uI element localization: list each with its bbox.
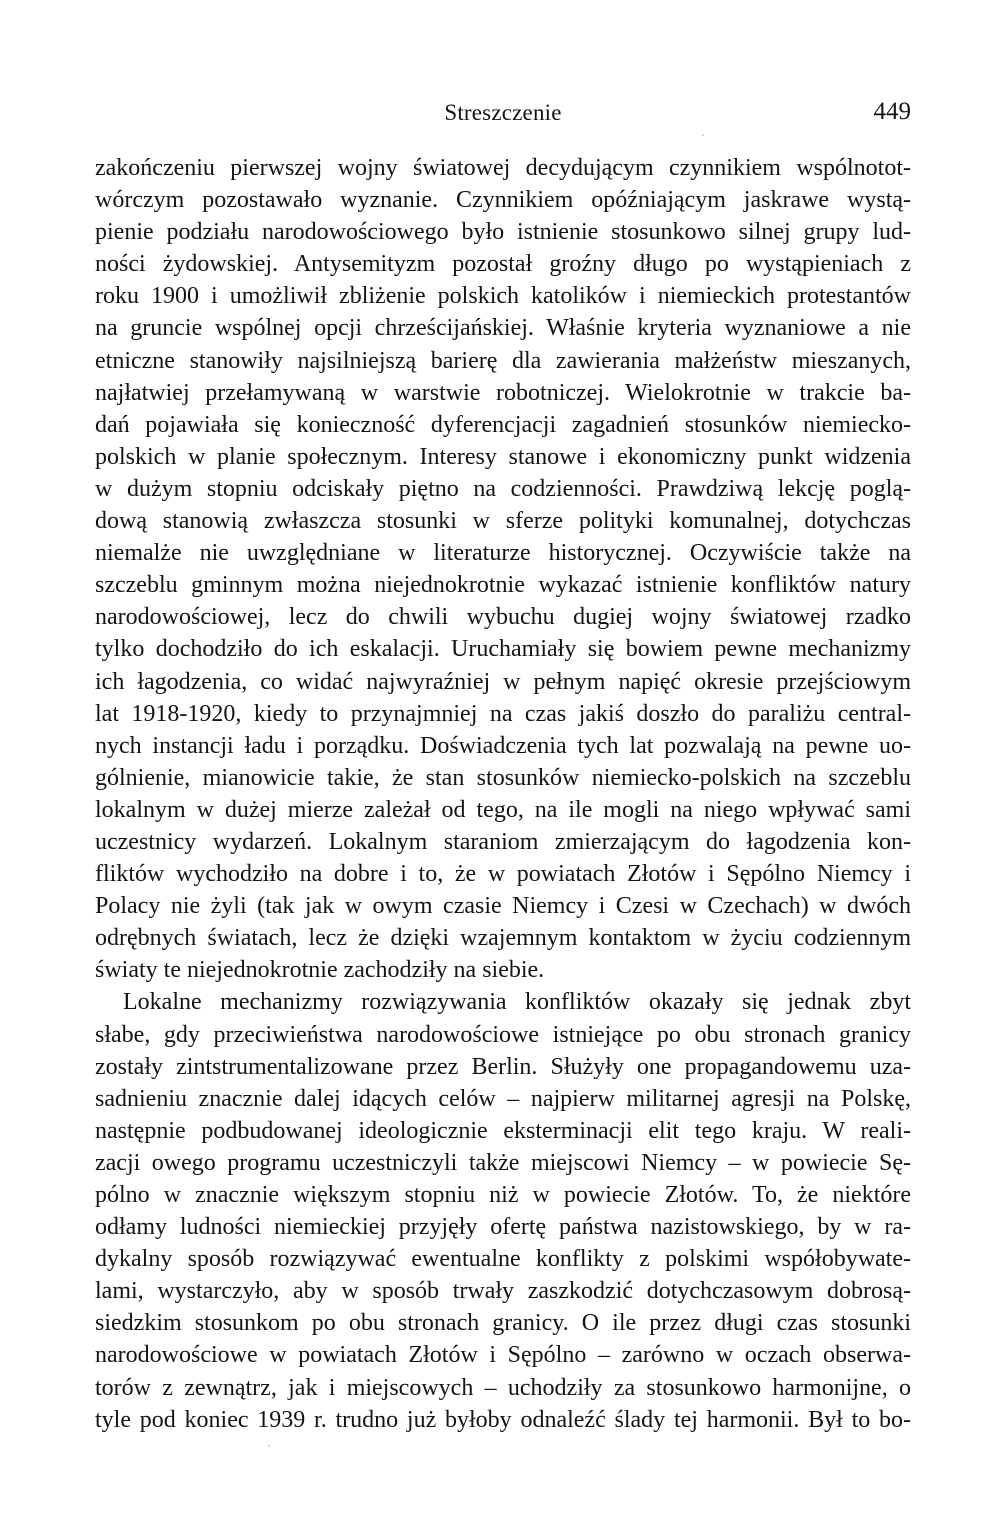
text-line: najłatwiej przełamywaną w warstwie robotniczej. Wielokrotnie w trakcie ba- xyxy=(95,379,911,406)
text-line: lat 1918-1920, kiedy to przynajmniej na czas jakiś doszło do paraliżu central- xyxy=(95,700,911,727)
page-number: 449 xyxy=(873,98,911,125)
text-line: w dużym stopniu odciskały piętno na codzienności. Prawdziwą lekcję poglą- xyxy=(95,475,911,502)
text-line: odrębnych światach, lecz że dzięki wzajemnym kontaktom w życiu codziennym xyxy=(95,925,911,952)
text-line: zakończeniu pierwszej wojny światowej decydującym czynnikiem wspólnotot- xyxy=(95,155,911,181)
text-line: dykalny sposób rozwiązywać ewentualne konflikty z polskimi współobywate- xyxy=(95,1246,911,1273)
text-line: następnie podbudowanej ideologicznie eksterminacji elit tego kraju. W reali- xyxy=(95,1117,911,1144)
text-line: zacji owego programu uczestniczyli także miejscowi Niemcy – w powiecie Sę- xyxy=(95,1149,911,1176)
text-line: wórczym pozostawało wyznanie. Czynnikiem opóźniającym jaskrawe wystą- xyxy=(95,187,911,214)
text-line: siedzkim stosunkom po obu stronach granicy. O ile przez długi czas stosunki xyxy=(95,1310,911,1337)
paragraph xyxy=(95,152,911,986)
text-line: słabe, gdy przeciwieństwa narodowościowe istniejące po obu stronach granicy xyxy=(95,1021,911,1048)
text-line: na gruncie wspólnej opcji chrześcijańskiej. Właśnie kryteria wyznaniowe a nie xyxy=(95,315,911,342)
text-line: lami, wystarczyło, aby w sposób trwały zaszkodzić dotychczasowym dobrosą- xyxy=(95,1278,911,1305)
text-line: roku 1900 i umożliwił zbliżenie polskich katolików i niemieckich protestantów xyxy=(95,283,911,310)
text-line: światy te niejednokrotnie zachodziły na siebie. xyxy=(95,957,545,984)
text-line: ich łagodzenia, co widać najwyraźniej w pełnym napięć okresie przejściowym xyxy=(95,668,911,695)
text-line: dań pojawiała się konieczność dyferencjacji zagadnień stosunków niemiecko- xyxy=(95,411,911,438)
text-line: etniczne stanowiły najsilniejszą barierę dla zawierania małżeństw mieszanych, xyxy=(95,347,911,374)
text-line: pienie podziału narodowościowego było istnienie stosunkowo silnej grupy lud- xyxy=(95,219,911,246)
text-line: pólno w znacznie większym stopniu niż w powiecie Złotów. To, że niektóre xyxy=(95,1182,911,1208)
text-line: dową stanowią zwłaszcza stosunki w sferze polityki komunalnej, dotychczas xyxy=(95,508,911,535)
scan-speck xyxy=(702,134,704,136)
text-line: niemalże nie uwzględniane w literaturze historycznej. Oczywiście także na xyxy=(95,540,911,567)
text-line: zostały zintstrumentalizowane przez Berlin. Służyły one propagandowemu uza- xyxy=(95,1053,911,1080)
text-line: ności żydowskiej. Antysemityzm pozostał groźny długo po wystąpieniach z xyxy=(95,251,911,278)
text-line: Lokalne mechanizmy rozwiązywania konfliktów okazały się jednak zbyt xyxy=(123,989,911,1016)
text-line: torów z zewnątrz, jak i miejscowych – uchodziły za stosunkowo harmonijne, o xyxy=(95,1374,911,1401)
text-line: fliktów wychodziło na dobre i to, że w powiatach Złotów i Sępólno Niemcy i xyxy=(95,861,911,888)
text-line: lokalnym w dużej mierze zależał od tego, na ile mogli na niego wpływać sami xyxy=(95,796,911,823)
text-line: odłamy ludności niemieckiej przyjęły ofertę państwa nazistowskiego, by w ra- xyxy=(95,1214,911,1241)
text-line: polskich w planie społecznym. Interesy stanowe i ekonomiczny punkt widzenia xyxy=(95,443,911,470)
text-line: uczestnicy wydarzeń. Lokalnym staraniom zmierzającym do łagodzenia kon- xyxy=(95,828,911,855)
running-title: Streszczenie xyxy=(444,100,562,125)
text-line: narodowościowej, lecz do chwili wybuchu dugiej wojny światowej rzadko xyxy=(95,604,911,631)
scan-speck xyxy=(268,1445,270,1447)
text-line: gólnienie, mianowicie takie, że stan stosunków niemiecko-polskich na szczeblu xyxy=(95,764,911,791)
body-text xyxy=(95,152,911,1436)
text-line: narodowościowe w powiatach Złotów i Sępólno – zarówno w oczach obserwa- xyxy=(95,1342,911,1369)
text-line: tylko dochodziło do ich eskalacji. Uruchamiały się bowiem pewne mechanizmy xyxy=(95,636,911,663)
paragraph xyxy=(95,986,911,1435)
text-line: tyle pod koniec 1939 r. trudno już byłoby odnaleźć ślady tej harmonii. Był to bo- xyxy=(95,1406,911,1433)
text-line: nych instancji ładu i porządku. Doświadczenia tych lat pozwalają na pewne uo- xyxy=(95,732,911,759)
text-line: szczeblu gminnym można niejednokrotnie wykazać istnienie konfliktów natury xyxy=(95,572,911,599)
text-line: Polacy nie żyli (tak jak w owym czasie Niemcy i Czesi w Czechach) w dwóch xyxy=(95,893,911,920)
running-head xyxy=(95,96,911,132)
text-line: sadnieniu znacznie dalej idących celów – najpierw militarnej agresji na Polskę, xyxy=(95,1085,911,1112)
